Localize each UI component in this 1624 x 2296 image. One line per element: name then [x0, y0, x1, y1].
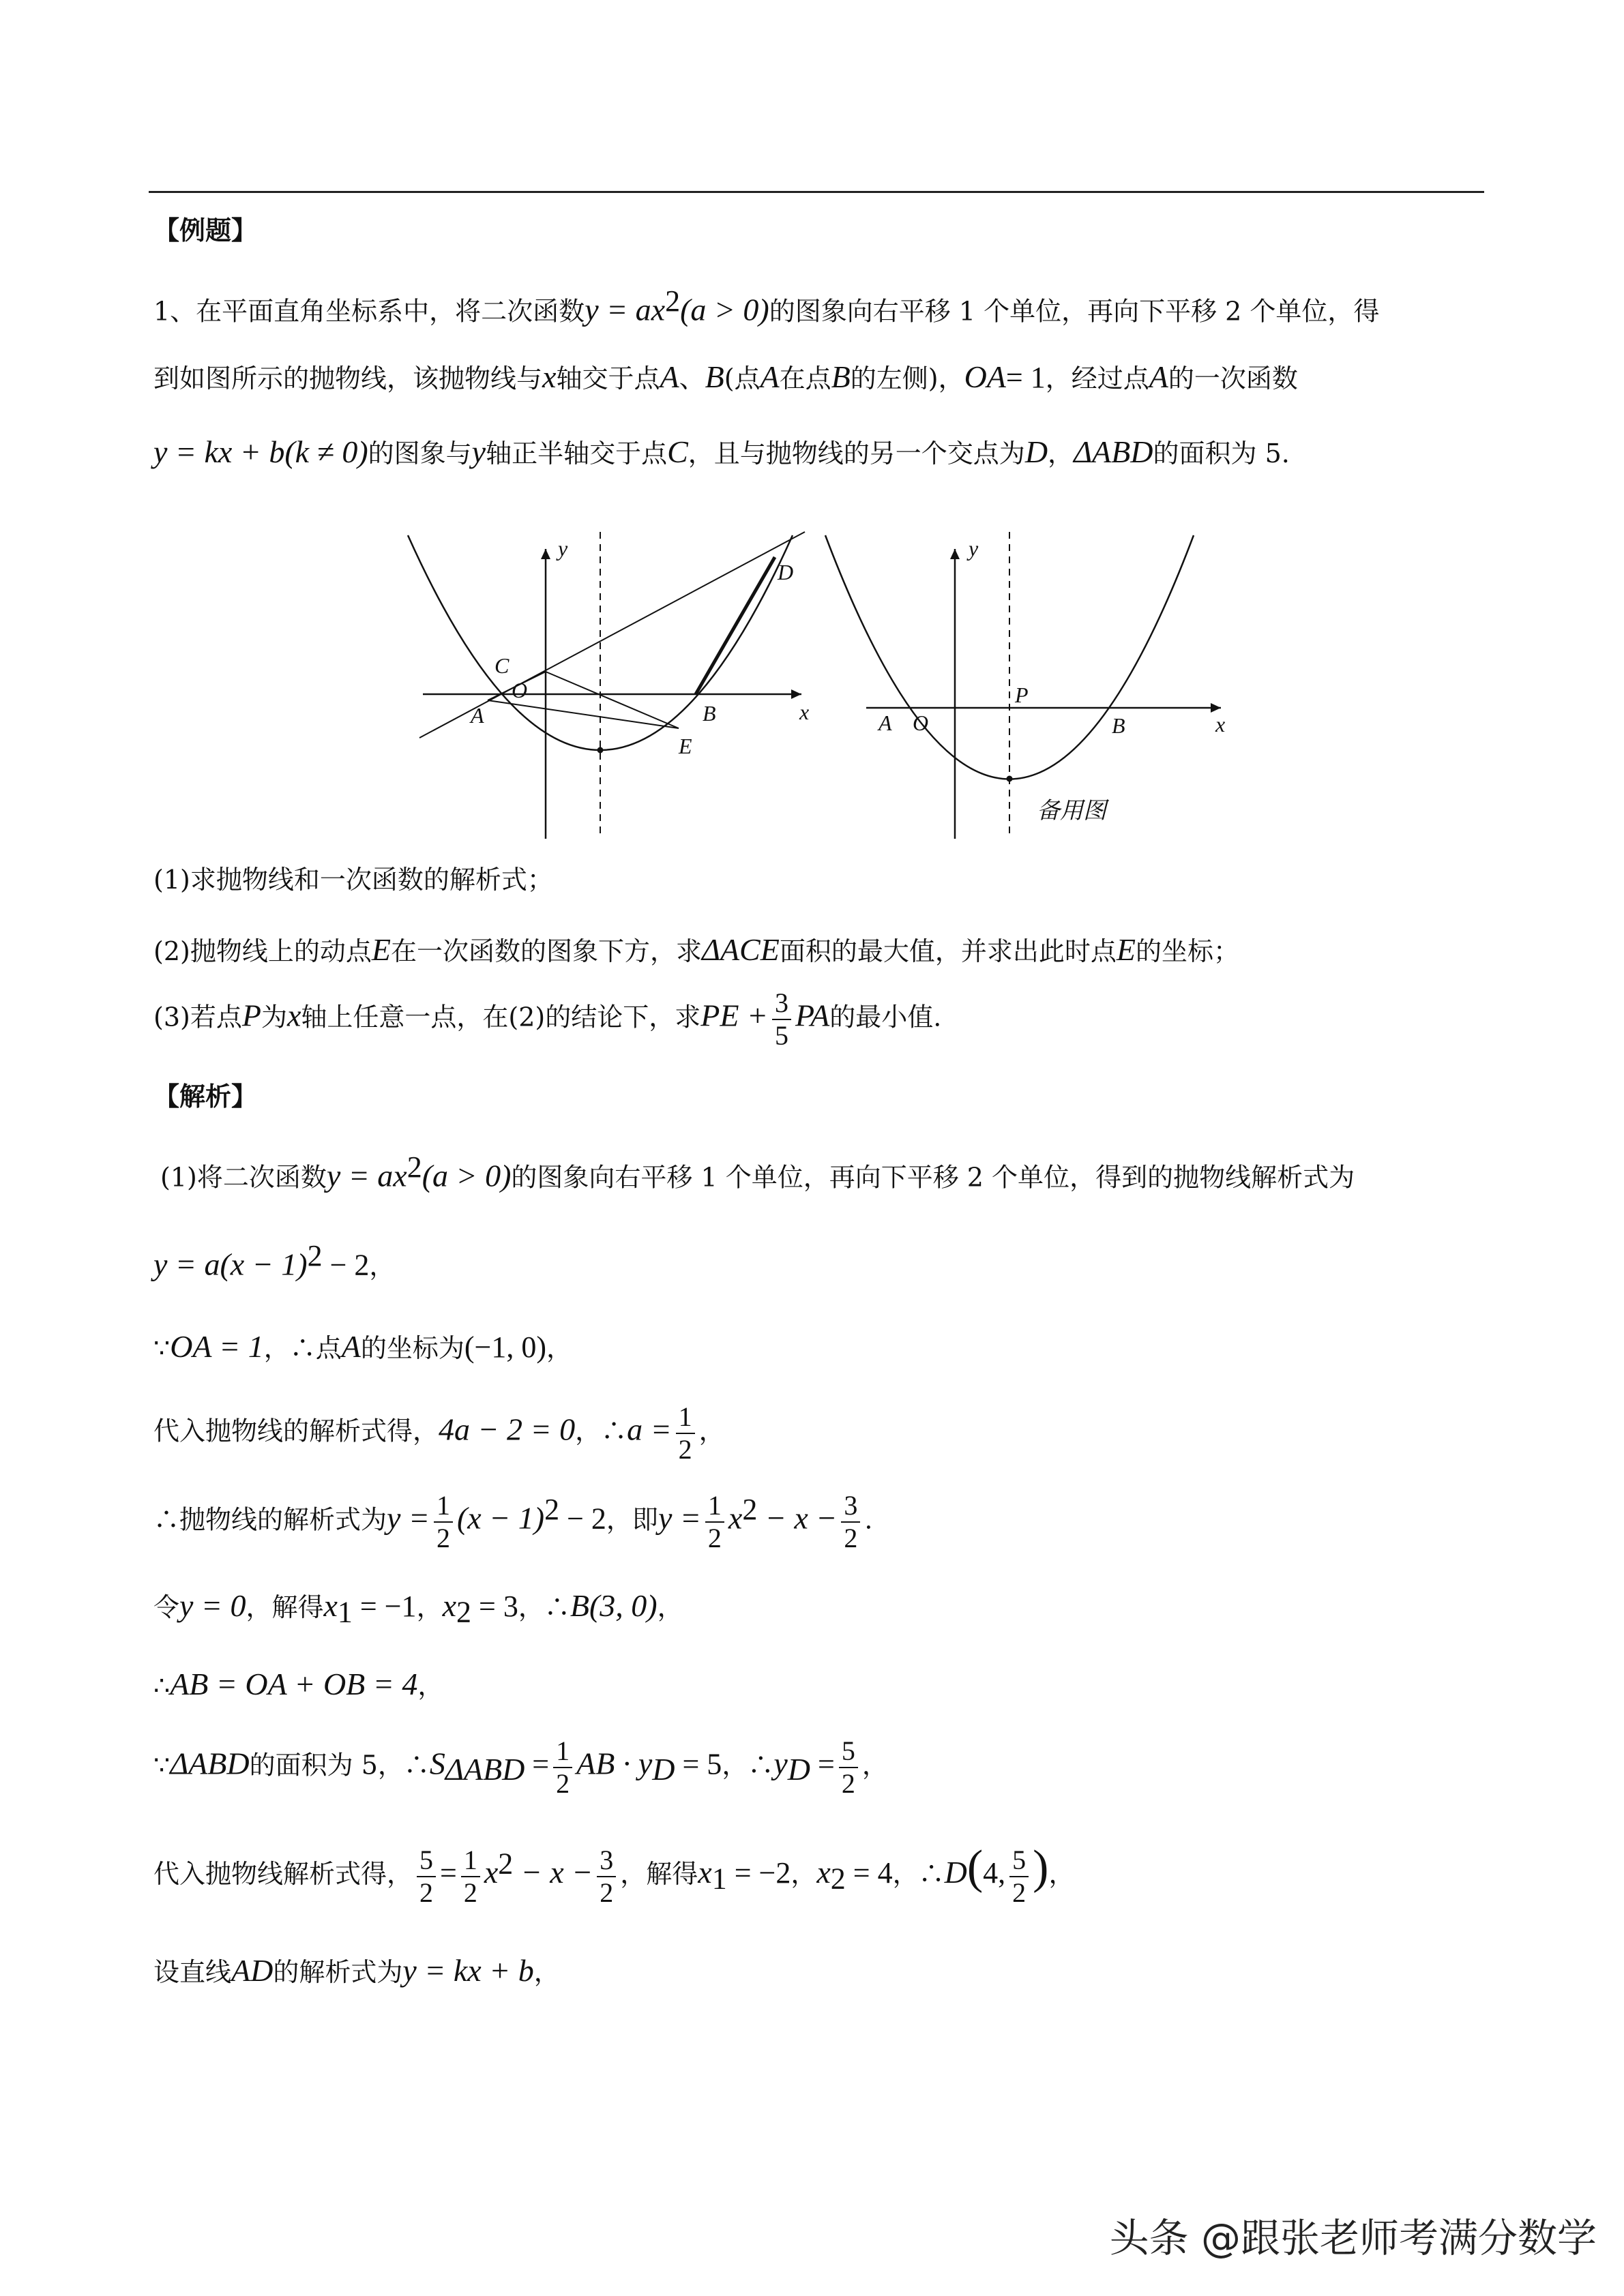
segment-BD	[696, 557, 775, 694]
right-label-P: P	[1015, 683, 1029, 707]
left-vertex-point	[597, 747, 603, 753]
problem-line-2: 到如图所示的抛物线，该抛物线与x轴交于点A、B(点A在点B的左侧)，OA= 1，经过点A的一次函数	[153, 359, 1298, 394]
section-solution-heading: 【解析】	[153, 1082, 258, 1112]
solution-line-6: 令y = 0，解得$x_1 = -1$，$x_2 = 3$，∴B(3, 0)，	[153, 1588, 683, 1629]
solution-line-7: ∴AB = OA + OB = 4，	[153, 1667, 444, 1701]
segment-CE	[546, 672, 679, 728]
solution-line-10: 设直线AD的解析式为y = kx + b，	[153, 1953, 560, 1988]
left-figure	[408, 532, 805, 839]
solution-line-5: ∴抛物线的解析式为y = $\frac{1}{2}$ $(x - 1)^2 - 2$，即y = $\frac{1}{2}$ $x^2 - x$ − $\frac{3}{2}$ .	[153, 1490, 873, 1553]
right-x-arrow-icon	[1211, 703, 1221, 713]
question-1: (1)求抛物线和一次函数的解析式；	[153, 865, 553, 895]
problem-line-3: y = kx + b(k ≠ 0)的图象与y轴正半轴交于点C，且与抛物线的另一个交点为D，ΔABD的面积为 5.	[153, 434, 1290, 469]
solution-line-1: (1)将二次函数$y = ax^2(a > 0)$的图象向右平移 1 个单位，再向下平移 2 个单位，得到的抛物线解析式为	[160, 1150, 1355, 1193]
figure-caption: 备用图	[1037, 799, 1106, 824]
solution-line-3: ∵OA = 1，∴点A的坐标为(−1, 0)，	[153, 1329, 572, 1364]
left-label-O: O	[512, 678, 528, 702]
left-label-y: y	[558, 536, 568, 561]
segment-AE	[488, 700, 679, 728]
left-x-arrow-icon	[791, 689, 801, 699]
right-label-O: O	[913, 711, 929, 735]
right-vertex-point	[1007, 776, 1012, 781]
left-label-A: A	[471, 703, 484, 728]
left-label-B: B	[703, 701, 716, 726]
figure-diagram	[402, 528, 1235, 849]
right-y-arrow-icon	[950, 549, 960, 559]
right-label-B: B	[1112, 713, 1125, 738]
solution-line-2: $y = a(x - 1)^2 - 2$，	[153, 1239, 396, 1282]
solution-line-9: 代入抛物线解析式得， $\frac{5}{2}$ = $\frac{1}{2}$ $x^2 - x$ − $\frac{3}{2}$ ，解得$x_1 = -2$，$x_2 = 4$，∴D(4, $\frac{5}{2}$ )，	[153, 1841, 1075, 1908]
right-label-y: y	[969, 536, 979, 561]
left-label-E: E	[679, 734, 692, 758]
problem-line-1: 1、在平面直角坐标系中，将二次函数$y = ax^2(a > 0)$的图象向右平移 1 个单位，再向下平移 2 个单位，得	[153, 284, 1380, 327]
left-label-D: D	[778, 560, 794, 584]
question-3: (3)若点P为x轴上任意一点，在(2)的结论下，求PE + $\frac{3}{5}$ PA的最小值.	[153, 987, 942, 1051]
right-label-x: x	[1215, 712, 1226, 736]
left-label-C: C	[494, 653, 510, 678]
right-label-A: A	[879, 711, 892, 735]
left-y-arrow-icon	[541, 549, 550, 559]
watermark: 头条 @跟张老师考满分数学	[1109, 2215, 1597, 2261]
question-2: (2)抛物线上的动点E在一次函数的图象下方，求ΔACE面积的最大值，并求出此时点E的坐标；	[153, 932, 1239, 967]
solution-line-8: ∵ΔABD的面积为 5，$\therefore S_{\Delta ABD}$ = $\frac{1}{2}$ AB · $y_D = 5$，$\therefore y_D$ = $\frac{5}{2}$ ，	[153, 1735, 888, 1799]
left-label-x: x	[799, 700, 810, 724]
solution-line-4: 代入抛物线的解析式得，4a − 2 = 0，∴a = $\frac{1}{2}$ ，	[153, 1401, 725, 1465]
top-rule	[149, 191, 1484, 193]
section-example-heading: 【例题】	[153, 215, 258, 245]
